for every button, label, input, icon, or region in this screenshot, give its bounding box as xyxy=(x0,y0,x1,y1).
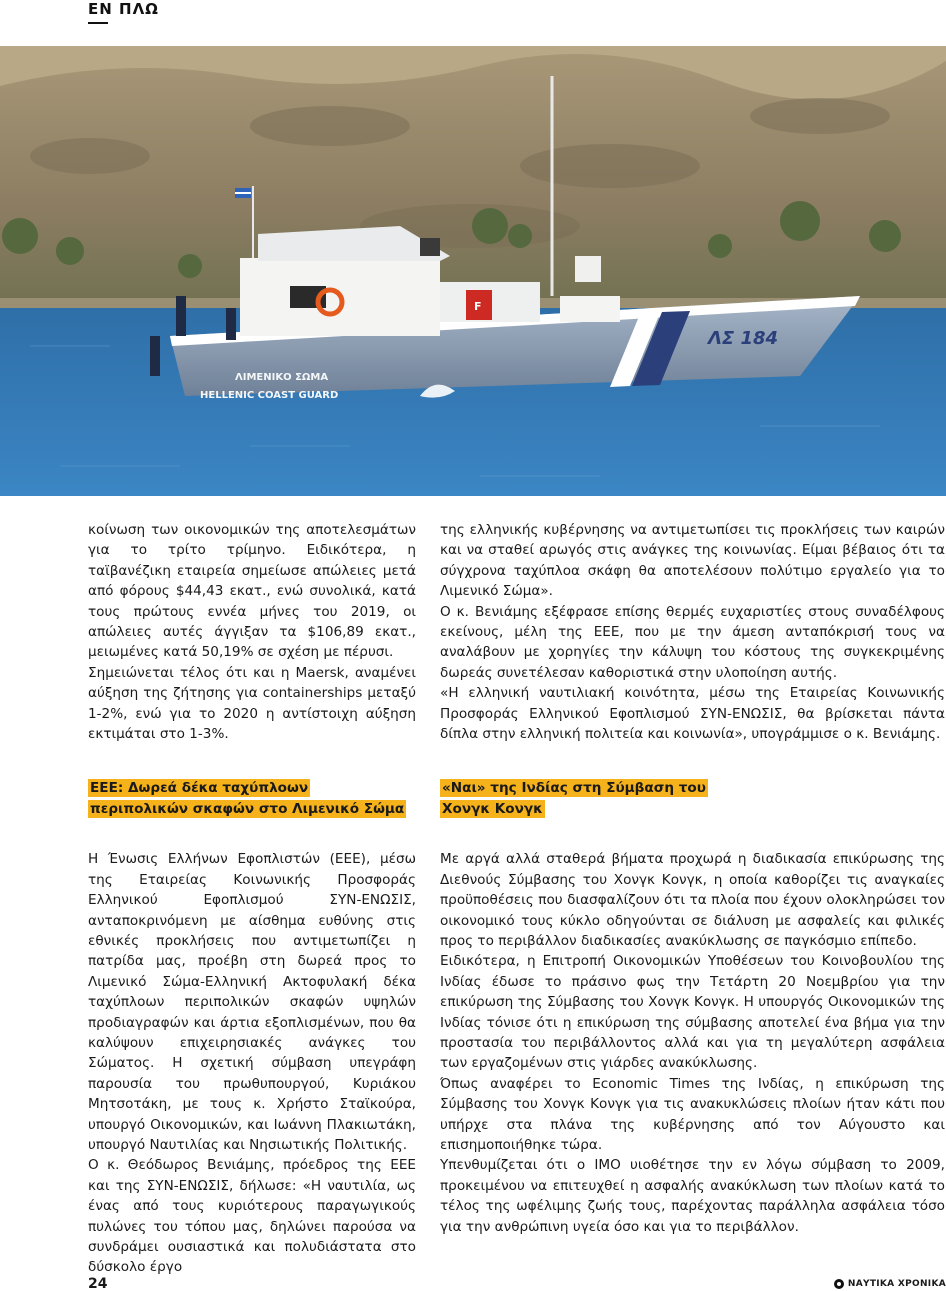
right-paragraph-5: Ειδικότερα, η Επιτροπή Οικονομικών Υποθέσεων του Κοινοβουλίου της Ινδίας έδωσε το πράσινο φως την Τετάρτη 20 Νοεμβρίου για την επικύρωση της Σύμβασης του Χονγκ Κονγκ. Η υπουργός Οικονομικών της Ινδίας τόνισε ότι η επικύρωση της σύμβασης αποτελεί ένα βήμα για την προστασία του περιβάλλοντος αλλά και για τη μεγαλύτερη ασφάλεια των εργαζομένων στις γιάρδες ανακύκλωσης. xyxy=(440,953,945,1072)
left-paragraph-4: Ο κ. Θεόδωρος Βενιάμης, πρόεδρος της ΕΕΕ και της ΣΥΝ-ΕΝΩΣΙΣ, δήλωσε: «Η ναυτιλία, ως ένας από τους κυριότερους παραγωγικούς πυλώνες του τόπου μας, δηλώνει παρούσα να συνδράμει ουσιαστικά και πολυδιάστατα στο δύσκολο έργο xyxy=(88,1157,416,1276)
hull-text-1: ΛΙΜΕΝΙΚΟ ΣΩΜΑ xyxy=(235,372,329,383)
right-paragraph-6: Όπως αναφέρει το Economic Times της Ινδίας, η επικύρωση της Σύμβασης του Χονγκ Κονγκ για τις ανακυκλώσεις πλοίων ήταν κάτι που υπήρχε στα πλάνα της κυβέρνησης από τον Αύγουστο και επισημοποιήθηκε τώρα. xyxy=(440,1075,945,1153)
left-paragraph-1: κοίνωση των οικονομικών της αποτελεσμάτων για το τρίτο τρίμηνο. Ειδικότερα, η ταϊβανέζικη εταιρεία σημείωσε απώλειες μετά από φόρους $44,43 εκατ., ενώ συνολικά, κατά τους πρώτους εννέα μήνες του 2019, οι απώλειες αυτές άγγιξαν τα $106,89 εκατ., μειωμένες κατά 50,19% σε σχέση με πέρυσι. xyxy=(88,522,416,661)
right-paragraph-7: Υπενθυμίζεται ότι ο ΙΜΟ υιοθέτησε την εν λόγω σύμβαση το 2009, προκειμένου να επιτευχθεί η ασφαλής ανακύκλωση των πλοίων κατά το τέλος της ωφέλιμης ζωής τους, παρέχοντας παράλληλα ασφάλεια τόσο για την ανθρώπινη υγεία όσο και για το περιβάλλον. xyxy=(440,1157,945,1235)
right-paragraph-2: Ο κ. Βενιάμης εξέφρασε επίσης θερμές ευχαριστίες στους συναδέλφους εκείνους, μέλη της ΕΕΕ, που με την άμεση ανταπόκρισή τους να αναλάβουν με χορηγίες την κάλυψη του κόστους της συγκεκριμένης δωρεάς συνετέλεσαν καθοριστικά στην υλοποίηση αυτής. xyxy=(440,603,945,681)
right-paragraph-1: της ελληνικής κυβέρνησης να αντιμετωπίσει τις προκλήσεις των καιρών και να σταθεί αρωγός στις ανάγκες της κοινωνίας. Είμαι βέβαιος ότι τα σύγχρονα ταχύπλοα σκάφη θα αποτελέσουν πολύτιμο εργαλείο για το Λιμενικό Σώμα». xyxy=(440,522,945,600)
section-label: ΕΝ ΠΛΩ xyxy=(88,0,159,18)
brand-logo-icon xyxy=(834,1279,844,1289)
page-number: 24 xyxy=(88,1276,108,1291)
hull-text-2: HELLENIC COAST GUARD xyxy=(200,390,339,401)
left-headline-wrap xyxy=(88,778,408,819)
right-headline: «Ναι» της Ινδίας στη Σύμβαση του Χονγκ Κονγκ xyxy=(442,780,706,817)
left-paragraph-2: Σημειώνεται τέλος ότι και η Maersk, αναμένει αύξηση της ζήτησης για containerships μεταξύ 1-2%, ενώ για το 2020 η αντίστοιχη αύξηση εκτιμάται στο 1-3%. xyxy=(88,664,416,743)
footer-brand xyxy=(834,1279,946,1289)
left-paragraph-3: Η Ένωσις Ελλήνων Εφοπλιστών (ΕΕΕ), μέσω της Εταιρείας Κοινωνικής Προσφοράς Ελληνικού Εφοπλισμού ΣΥΝ-ΕΝΩΣΙΣ, ανταποκρινόμενη με αίσθημα ευθύνης στις εθνικές προκλήσεις που αντιμετωπίζει η πατρίδα μας, προέβη στη δωρεά προς το Λιμενικό Σώμα-Ελληνική Ακτοφυλακή δέκα ταχύπλοων περιπολικών σκαφών υψηλών προδιαγραφών και άρτια εξοπλισμένων, που θα καλύψουν επιχειρησιακές ανάγκες του Σώματος. Η σχετική σύμβαση υπεγράφη παρουσία του πρωθυπουργού, Κυριάκου Μητσοτάκη, με τους κ. Χρήστο Σταϊκούρα, υπουργό Οικονομικών, και Ιωάννη Πλακιωτάκη, υπουργό Ναυτιλίας και Νησιωτικής Πολιτικής. xyxy=(88,851,416,1153)
right-headline-wrap xyxy=(440,778,740,819)
section-rule xyxy=(88,22,108,24)
left-headline: ΕΕΕ: Δωρεά δέκα ταχύπλοων περιπολικών σκαφών στο Λιμενικό Σώμα xyxy=(90,780,405,817)
hull-number: ΛΣ 184 xyxy=(708,328,779,349)
brand-name: ΝΑΥΤΙΚΑ ΧΡΟΝΙΚΑ xyxy=(847,1279,946,1289)
right-column xyxy=(440,520,945,1237)
right-paragraph-3: «Η ελληνική ναυτιλιακή κοινότητα, μέσω της Εταιρείας Κοινωνικής Προσφοράς Ελληνικού Εφοπλισμού ΣΥΝ-ΕΝΩΣΙΣ, θα βρίσκεται πάντα δίπλα στην ελληνική πολιτεία και κοινωνία», υπογράμμισε ο κ. Βενιάμης. xyxy=(440,685,945,743)
right-paragraph-4: Με αργά αλλά σταθερά βήματα προχωρά η διαδικασία επικύρωσης της Διεθνούς Σύμβασης του Χονγκ Κονγκ, η οποία καθορίζει τις αναγκαίες προϋποθέσεις που διασφαλίζουν ότι τα πλοία που έχουν ολοκληρώσει τον οικονομικό τους κύκλο οδηγούνται σε διάλυση με ασφαλείς και φιλικές προς το περιβάλλον διαδικασίες ανακύκλωσης σε παγκόσμιο επίπεδο. xyxy=(440,851,945,949)
hull-flag-letter: F xyxy=(474,300,482,313)
coast-guard-boat-photo xyxy=(0,46,946,496)
left-column xyxy=(88,520,416,1278)
